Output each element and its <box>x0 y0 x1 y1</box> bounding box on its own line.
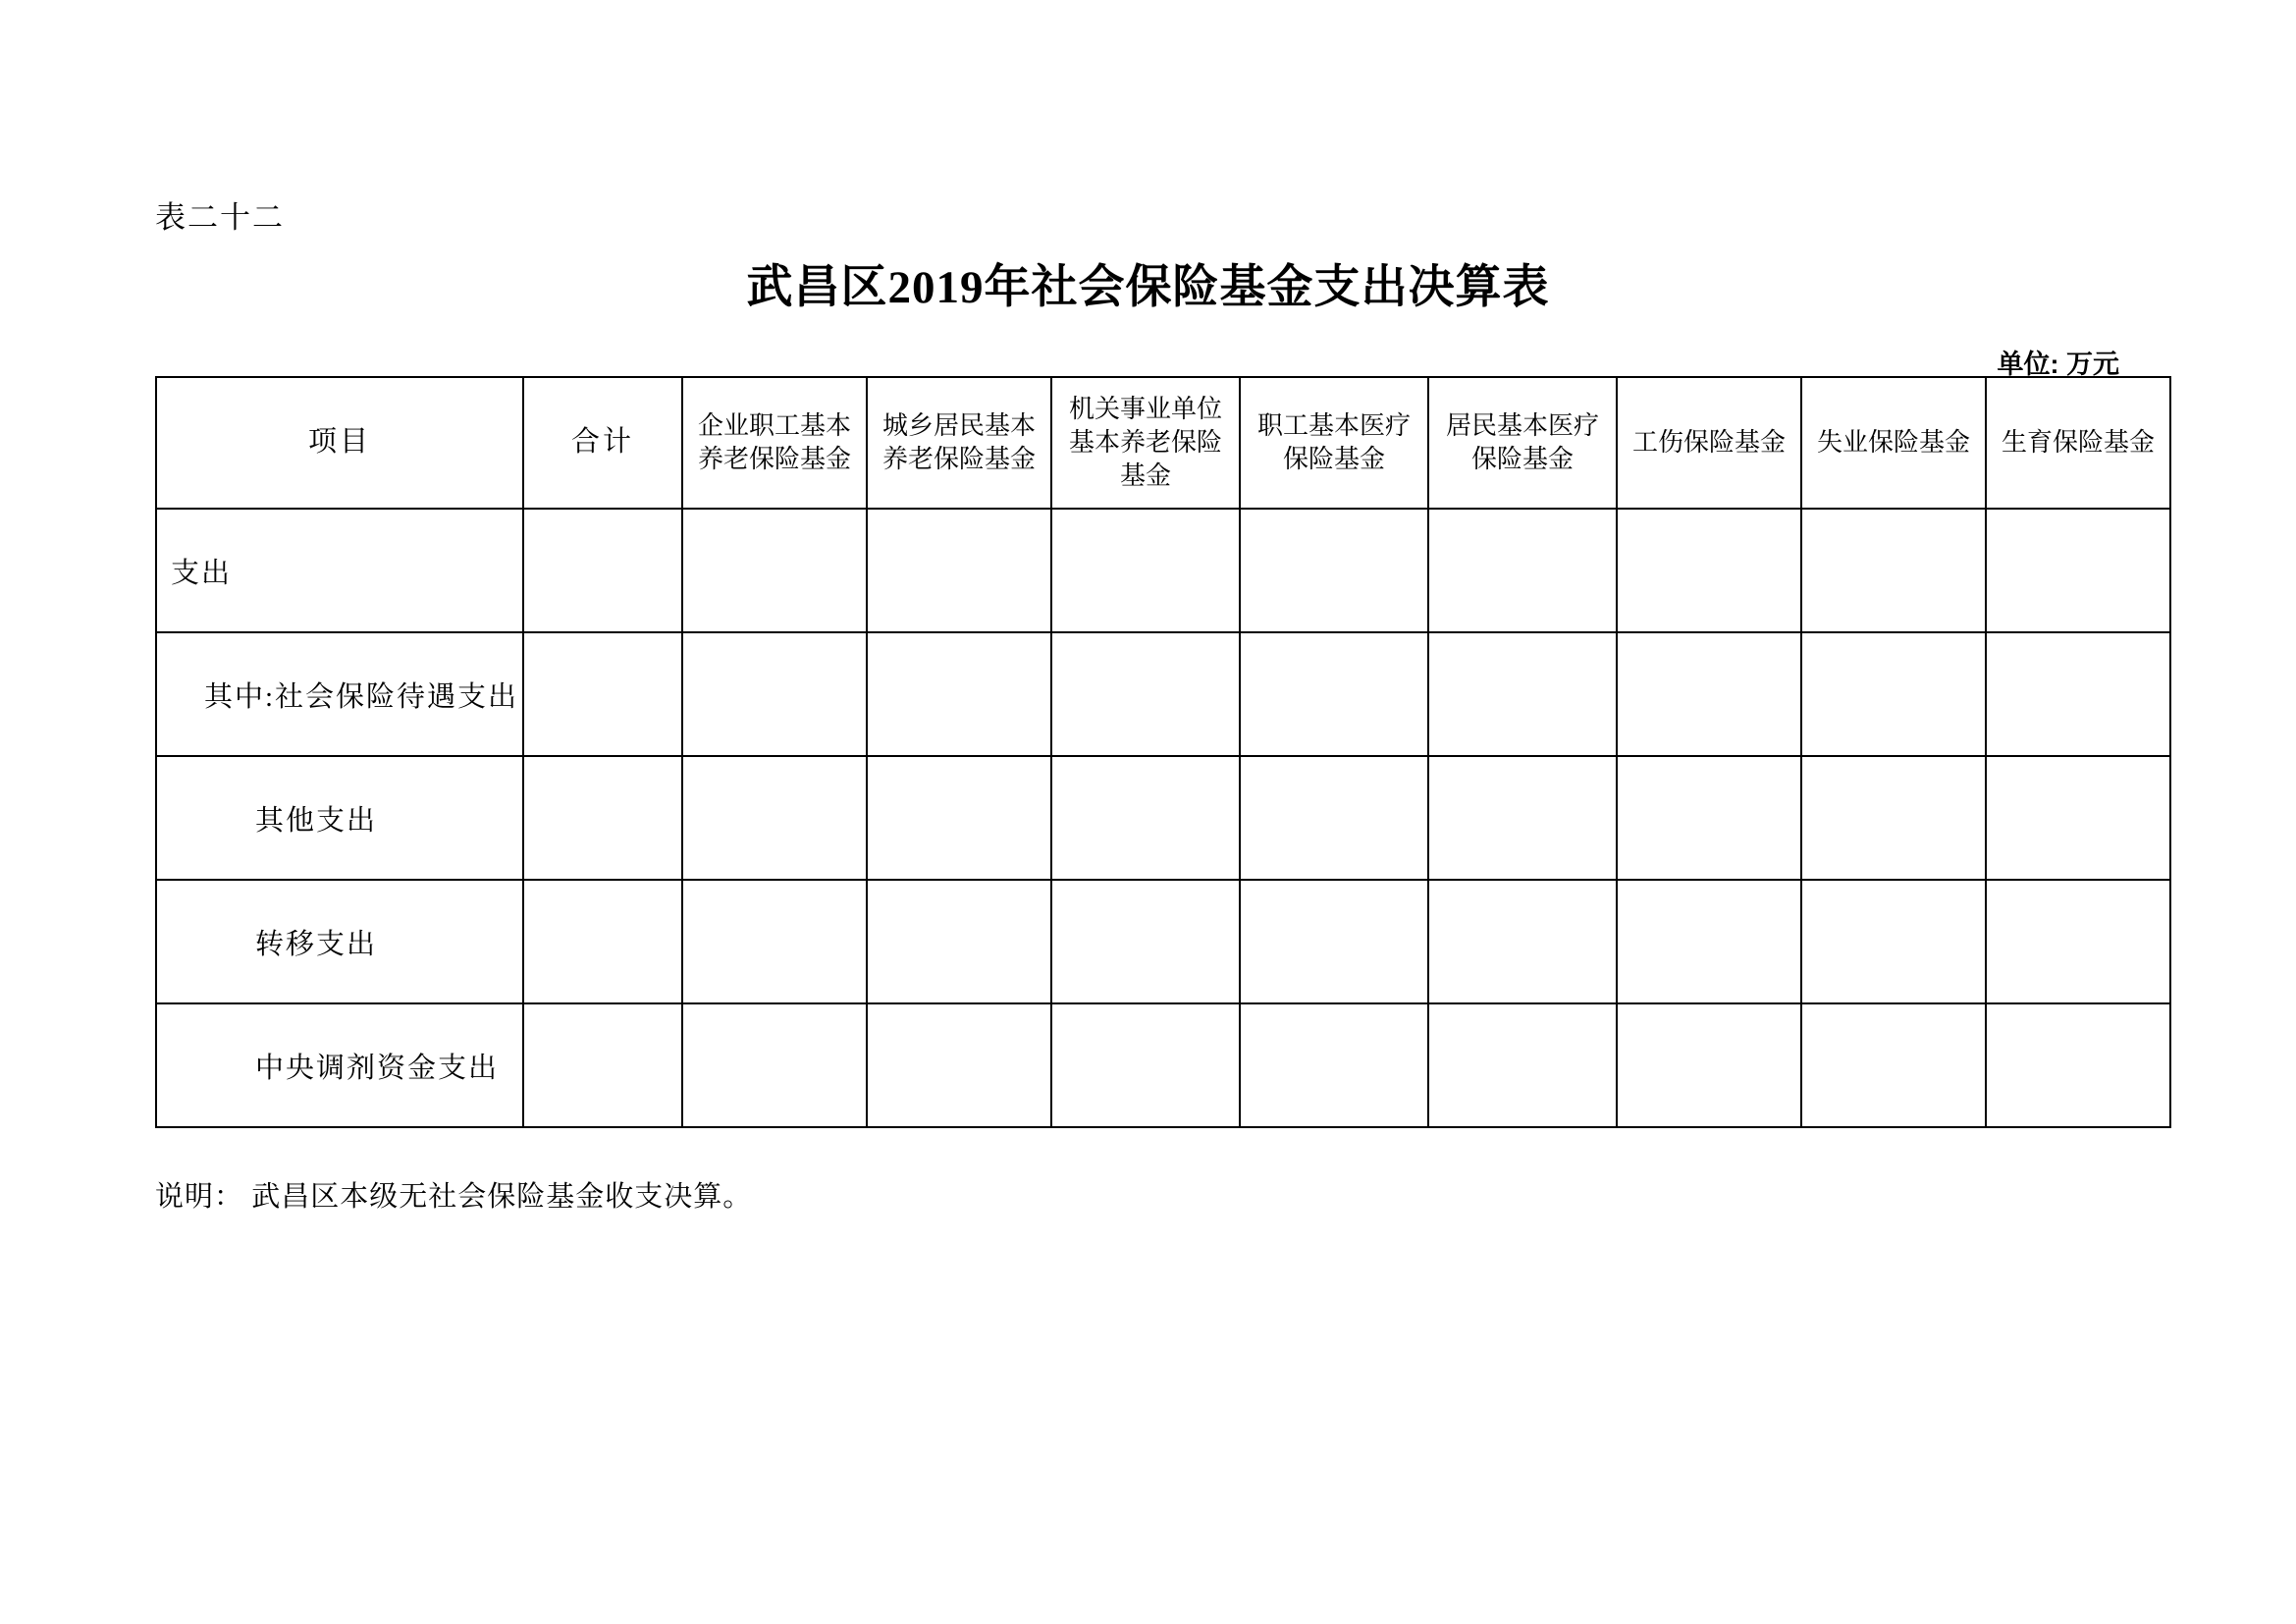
cell-unemployment <box>1801 632 1986 756</box>
cell-government-pension <box>1051 509 1240 632</box>
cell-enterprise-pension <box>682 880 867 1003</box>
footnote: 说明： 武昌区本级无社会保险基金收支决算。 <box>155 1181 753 1213</box>
row-label-text: 其中:社会保险待遇支出 <box>204 680 519 713</box>
cell-government-pension <box>1051 632 1240 756</box>
cell-total <box>523 632 682 756</box>
cell-maternity <box>1986 509 2170 632</box>
row-label-benefit-expenditure <box>156 632 523 756</box>
social-insurance-expenditure-table <box>155 376 2171 1128</box>
cell-work-injury <box>1617 756 1801 880</box>
table-header <box>156 377 2170 509</box>
cell-resident-medical <box>1428 880 1617 1003</box>
cell-employee-medical <box>1240 1003 1428 1127</box>
row-label-other-expenditure <box>156 756 523 880</box>
column-header-employee-medical-label: 职工基本医疗保险基金 <box>1256 410 1411 473</box>
cell-resident-medical <box>1428 632 1617 756</box>
table-row <box>156 632 2170 756</box>
cell-maternity <box>1986 880 2170 1003</box>
column-header-work-injury-label: 工伤保险基金 <box>1631 427 1786 458</box>
row-label-text: 转移支出 <box>255 928 378 960</box>
cell-residents-pension <box>867 1003 1051 1127</box>
column-header-total <box>523 377 682 509</box>
row-label-expenditure <box>156 509 523 632</box>
column-header-resident-medical-label: 居民基本医疗保险基金 <box>1445 410 1599 473</box>
cell-unemployment <box>1801 1003 1986 1127</box>
cell-enterprise-pension <box>682 756 867 880</box>
column-header-residents-pension-label: 城乡居民基本养老保险基金 <box>881 410 1036 473</box>
column-header-total-label: 合计 <box>570 426 634 459</box>
column-header-item <box>156 377 523 509</box>
cell-residents-pension <box>867 756 1051 880</box>
column-header-enterprise-pension <box>682 377 867 509</box>
sheet-label: 表二十二 <box>155 200 285 235</box>
cell-unemployment <box>1801 509 1986 632</box>
cell-unemployment <box>1801 880 1986 1003</box>
cell-work-injury <box>1617 632 1801 756</box>
cell-resident-medical <box>1428 756 1617 880</box>
column-header-residents-pension <box>867 377 1051 509</box>
cell-total <box>523 756 682 880</box>
cell-resident-medical <box>1428 1003 1617 1127</box>
table-row <box>156 1003 2170 1127</box>
cell-maternity <box>1986 756 2170 880</box>
page-title: 武昌区2019年社会保险基金支出决算表 <box>746 262 1550 313</box>
table-header-row <box>156 377 2170 509</box>
table-row <box>156 880 2170 1003</box>
cell-employee-medical <box>1240 880 1428 1003</box>
column-header-employee-medical <box>1240 377 1428 509</box>
cell-maternity <box>1986 632 2170 756</box>
column-header-maternity <box>1986 377 2170 509</box>
cell-government-pension <box>1051 1003 1240 1127</box>
column-header-unemployment <box>1801 377 1986 509</box>
cell-employee-medical <box>1240 756 1428 880</box>
row-label-text: 中央调剂资金支出 <box>255 1052 500 1084</box>
cell-unemployment <box>1801 756 1986 880</box>
cell-work-injury <box>1617 1003 1801 1127</box>
cell-maternity <box>1986 1003 2170 1127</box>
cell-employee-medical <box>1240 632 1428 756</box>
cell-government-pension <box>1051 756 1240 880</box>
cell-enterprise-pension <box>682 509 867 632</box>
cell-total <box>523 880 682 1003</box>
cell-total <box>523 509 682 632</box>
column-header-enterprise-pension-label: 企业职工基本养老保险基金 <box>697 410 851 473</box>
column-header-unemployment-label: 失业保险基金 <box>1816 427 1970 458</box>
column-header-item-label: 项目 <box>307 426 371 459</box>
row-label-text: 其他支出 <box>255 804 378 837</box>
cell-residents-pension <box>867 880 1051 1003</box>
row-label-central-adjustment-expenditure <box>156 1003 523 1127</box>
cell-residents-pension <box>867 632 1051 756</box>
cell-resident-medical <box>1428 509 1617 632</box>
cell-residents-pension <box>867 509 1051 632</box>
column-header-work-injury <box>1617 377 1801 509</box>
table-row <box>156 756 2170 880</box>
cell-work-injury <box>1617 880 1801 1003</box>
table-body <box>156 509 2170 1127</box>
unit-note: 单位: 万元 <box>1997 350 2119 379</box>
cell-work-injury <box>1617 509 1801 632</box>
cell-enterprise-pension <box>682 632 867 756</box>
budget-table-wrapper <box>155 376 2155 1128</box>
cell-government-pension <box>1051 880 1240 1003</box>
cell-total <box>523 1003 682 1127</box>
column-header-resident-medical <box>1428 377 1617 509</box>
column-header-government-pension-label: 机关事业单位基本养老保险基金 <box>1068 394 1222 490</box>
table-row <box>156 509 2170 632</box>
column-header-government-pension <box>1051 377 1240 509</box>
column-header-maternity-label: 生育保险基金 <box>2001 427 2155 458</box>
row-label-transfer-expenditure <box>156 880 523 1003</box>
cell-enterprise-pension <box>682 1003 867 1127</box>
cell-employee-medical <box>1240 509 1428 632</box>
row-label-text: 支出 <box>171 557 233 589</box>
